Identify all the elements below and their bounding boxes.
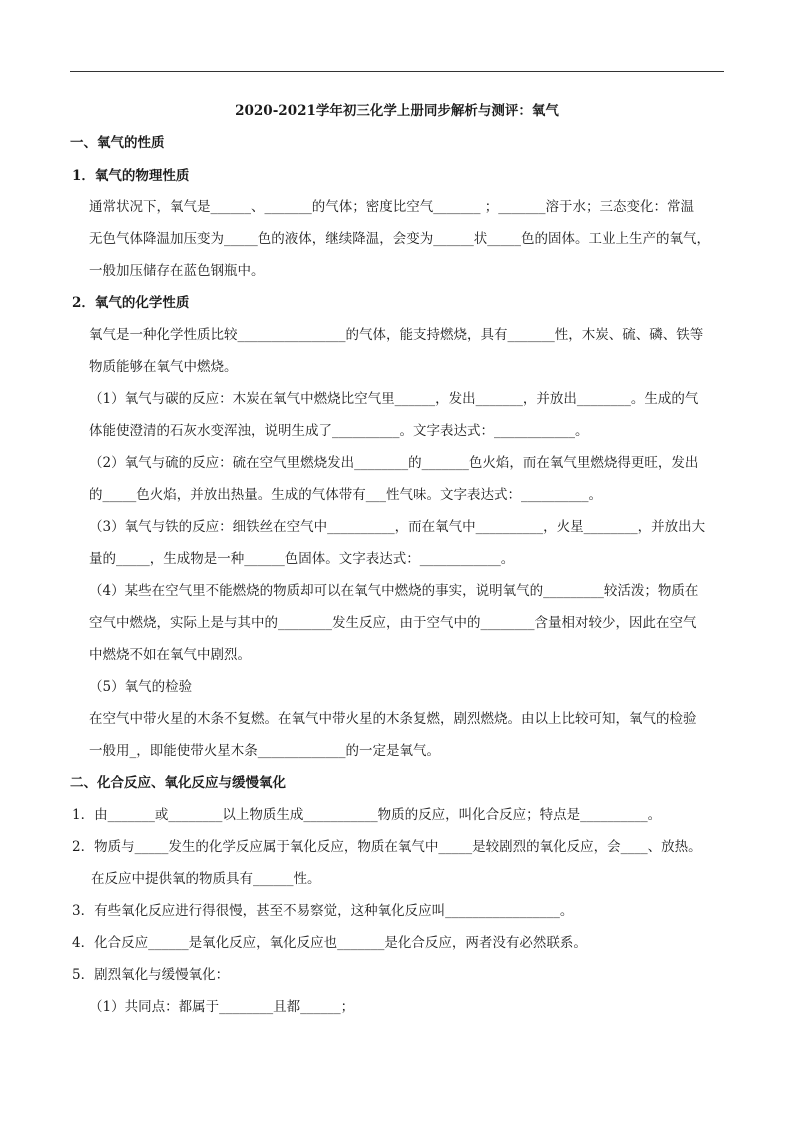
paragraph-line: 氧气是一种化学性质比较________________的气体，能支持燃烧，具有_______性，木炭、硫、磷、铁等 [89, 327, 704, 343]
paragraph-line: （3）氧气与铁的反应：细铁丝在空气中__________，而在氧气中__________，火星________，并放出大 [89, 519, 706, 535]
paragraph-line: 在空气中带火星的木条不复燃。在氧气中带火星的木条复燃，剧烈燃烧。由以上比较可知，氧气的检验 [89, 711, 697, 727]
paragraph-line: 一般用_，即能使带火星木条_____________的一定是氧气。 [89, 743, 440, 759]
paragraph-line: （5）氧气的检验 [89, 679, 193, 695]
paragraph-line: （1）氧气与碳的反应：木炭在氧气中燃烧比空气里______，发出_______，并放出________。生成的气 [89, 391, 699, 407]
paragraph-line: 量的_____，生成物是一种______色固体。文字表达式：____________。 [89, 551, 515, 567]
paragraph-line: 空气中燃烧，实际上是与其中的________发生反应，由于空气中的________含量相对较少，因此在空气 [89, 615, 697, 631]
paragraph-line: 物质能够在氧气中燃烧。 [89, 359, 238, 375]
header-rule [70, 71, 724, 72]
document-title: 2020-2021学年初三化学上册同步解析与测评：氧气 [235, 103, 559, 119]
paragraph-line: 通常状况下，氧气是______、_______的气体；密度比空气_______ ；_______溶于水；三态变化：常温 [89, 199, 695, 215]
paragraph-line: 中燃烧不如在氧气中剧烈。 [89, 647, 251, 663]
paragraph-line: 体能使澄清的石灰水变浑浊，说明生成了__________。文字表达式：____________。 [89, 423, 589, 439]
numbered-item: 4．化合反应______是氧化反应，氧化反应也_______是化合反应，两者没有必然联系。 [72, 935, 587, 951]
paragraph-line: （4）某些在空气里不能燃烧的物质却可以在氧气中燃烧的事实，说明氧气的_________较活泼；物质在 [89, 583, 699, 599]
numbered-item: 3．有些氧化反应进行得很慢，甚至不易察觉，这种氧化反应叫_________________。 [72, 903, 574, 919]
section-heading-combination-oxidation: 二、化合反应、氧化反应与缓慢氧化 [70, 775, 286, 791]
numbered-item: 5．剧烈氧化与缓慢氧化： [72, 967, 230, 983]
paragraph-line: 一般加压储存在蓝色钢瓶中。 [89, 263, 265, 279]
numbered-item: 1．由_______或________以上物质生成___________物质的反应，叫化合反应；特点是__________。 [72, 807, 662, 823]
section-heading-oxygen-properties: 一、氧气的性质 [70, 135, 165, 151]
paragraph-line: （2）氧气与硫的反应：硫在空气里燃烧发出________的_______色火焰，而在氧气里燃烧得更旺，发出 [89, 455, 699, 471]
subheading-physical-properties: 1．氧气的物理性质 [72, 168, 190, 184]
paragraph-line: 在反应中提供氧的物质具有______性。 [91, 871, 321, 887]
paragraph-line: 无色气体降温加压变为_____色的液体，继续降温，会变为______状_____色的固体。工业上生产的氧气， [89, 231, 710, 247]
numbered-item: 2．物质与_____发生的化学反应属于氧化反应，物质在氧气中_____是较剧烈的氧化反应，会____、放热。 [72, 839, 702, 855]
paragraph-line: （1）共同点：都属于________且都______； [89, 999, 355, 1015]
subheading-chemical-properties: 2．氧气的化学性质 [72, 295, 190, 311]
paragraph-line: 的_____色火焰，并放出热量。生成的气体带有___性气味。文字表达式：__________。 [89, 487, 602, 503]
